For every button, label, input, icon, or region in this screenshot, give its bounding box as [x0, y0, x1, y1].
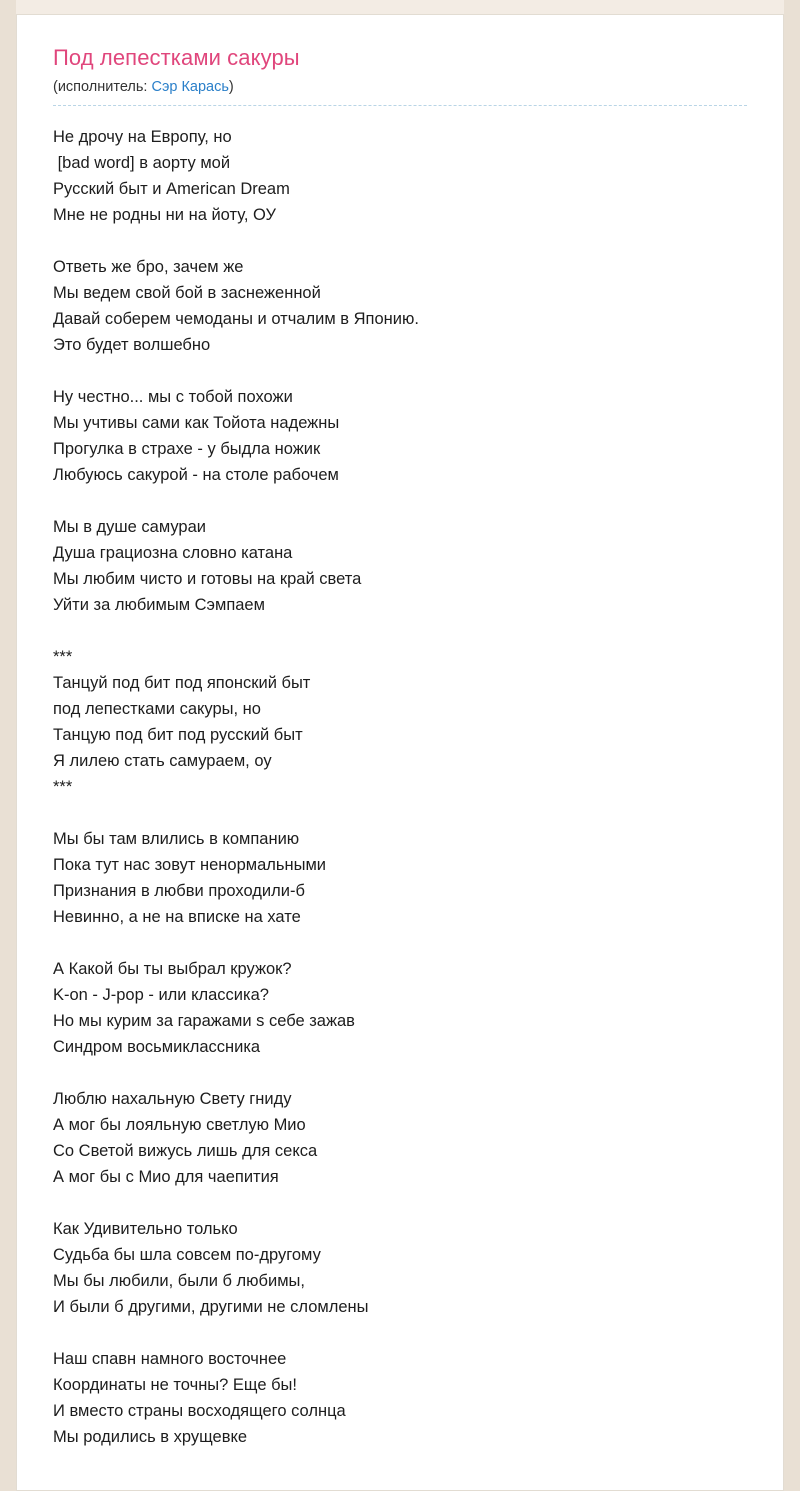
lyric-line: Мы любим чисто и готовы на край света: [53, 570, 362, 588]
lyric-line: Уйти за любимым Сэмпаем: [53, 596, 265, 614]
artist-link[interactable]: Сэр Карась: [151, 79, 229, 95]
lyrics-block: [53, 1216, 747, 1320]
lyrics-block: [53, 514, 747, 618]
lyric-line: Это будет волшебно: [53, 336, 211, 354]
lyric-line: Ну честно... мы с тобой похожи: [53, 388, 293, 406]
lyrics-block: [53, 956, 747, 1060]
lyric-line: Люблю нахальную Свету гниду: [53, 1090, 292, 1108]
lyrics-block: [53, 384, 747, 488]
lyric-line: Синдром восьмиклассника: [53, 1038, 261, 1056]
lyric-line: Давай соберем чемоданы и отчалим в Японию.: [53, 310, 419, 328]
lyrics-block: [53, 124, 747, 228]
lyric-line: Как Удивительно только: [53, 1220, 238, 1238]
lyric-line: Мы бы любили, были б любимы,: [53, 1272, 305, 1290]
artist-suffix-label: ): [228, 79, 234, 95]
lyric-line: Невинно, а не на вписке на хате: [53, 908, 301, 926]
lyric-line: K-on - J-pop - или классика?: [53, 986, 269, 1004]
lyric-line: Пока тут нас зовут ненормальными: [53, 856, 327, 874]
lyric-line: Русский быт и American Dream: [53, 180, 290, 198]
lyric-line: Ответь же бро, зачем же: [53, 258, 244, 276]
page-title: Под лепестками сакуры: [53, 45, 300, 70]
lyric-line: А Какой бы ты выбрал кружок?: [53, 960, 292, 978]
lyric-line: Координаты не точны? Еще бы!: [53, 1376, 297, 1394]
lyrics-block: [53, 644, 747, 800]
lyrics-block: [53, 1346, 747, 1450]
lyric-line: Мне не родны ни на йоту, ОУ: [53, 206, 276, 224]
lyric-line: А мог бы лояльную светлую Мио: [53, 1116, 306, 1134]
lyric-line: Танцую под бит под русский быт: [53, 726, 303, 744]
lyric-line: И вместо страны восходящего солнца: [53, 1402, 346, 1420]
artist-prefix-label: (исполнитель:: [53, 79, 152, 95]
lyric-line: ***: [53, 778, 73, 796]
lyric-line: Я лилею стать самураем, оу: [53, 752, 272, 770]
lyric-line: Прогулка в страхе - у быдла ножик: [53, 440, 321, 458]
lyrics-sheet: [16, 14, 784, 1491]
lyric-line: Наш спавн намного восточнее: [53, 1350, 287, 1368]
lyrics-block: [53, 254, 747, 358]
lyrics-block: [53, 1086, 747, 1190]
lyric-line: Со Светой вижусь лишь для секса: [53, 1142, 318, 1160]
lyric-line: Танцуй под бит под японский быт: [53, 674, 311, 692]
lyric-line: А мог бы с Мио для чаепития: [53, 1168, 279, 1186]
lyric-line: Но мы курим за гаражами s себе зажав: [53, 1012, 355, 1030]
lyric-line: под лепестками сакуры, но: [53, 700, 261, 718]
artist-line: [53, 79, 747, 106]
lyric-line: Не дрочу на Европу, но: [53, 128, 232, 146]
lyrics-body: [53, 124, 747, 1450]
lyric-line: Мы в душе самураи: [53, 518, 207, 536]
lyric-line: И были б другими, другими не сломлены: [53, 1298, 369, 1316]
lyric-line: Любуюсь сакурой - на столе рабочем: [53, 466, 339, 484]
lyric-line: Судьба бы шла совсем по-другому: [53, 1246, 321, 1264]
lyric-line: Мы бы там влились в компанию: [53, 830, 300, 848]
lyrics-block: [53, 826, 747, 930]
lyric-line: Мы ведем свой бой в заснеженной: [53, 284, 321, 302]
lyric-line: Мы родились в хрущевке: [53, 1428, 248, 1446]
lyric-line: [bad word] в аорту мой: [53, 154, 231, 172]
lyric-line: ***: [53, 648, 73, 666]
lyric-line: Душа грациозна словно катана: [53, 544, 293, 562]
lyric-line: Мы учтивы сами как Тойота надежны: [53, 414, 340, 432]
lyric-line: Признания в любви проходили-б: [53, 882, 305, 900]
